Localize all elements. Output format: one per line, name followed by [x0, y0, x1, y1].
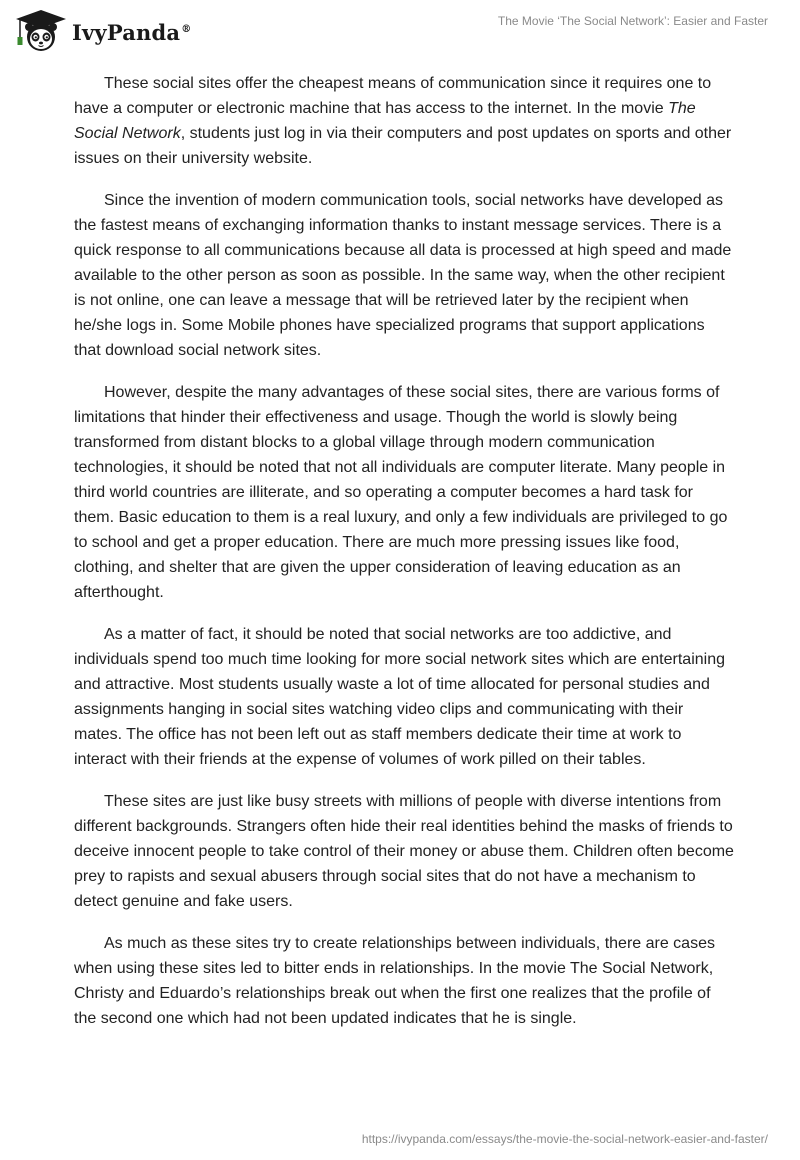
movie-title-italic: The Social Network — [74, 100, 696, 142]
paragraph-5: These sites are just like busy streets with millions of people with diverse intentions from different backgrounds. Strangers often hide their real identities behind the masks of friends to deceive innocent people to take control of their money or abuse them. Children often become prey to rapists and sexual abusers through social sites that do not have a mechanism to detect genuine and fake users. — [74, 793, 734, 910]
paragraph-4: As a matter of fact, it should be noted that social networks are too addictive, and individuals spend too much time looking for more social network sites which are entertaining and attractive. Most students usually waste a lot of time allocated for personal studies and assignments hanging in social sites watching video clips and communicating with their mates. The office has not been left out as staff members dedicate their time at work to interact with their friends at the expense of volumes of work pilled on their tables. — [74, 626, 725, 768]
paragraph-3: However, despite the many advantages of these social sites, there are various forms of limitations that hinder their effectiveness and usage. Though the world is slowly being transformed from distant blocks to a global village through modern communication technologies, it should be noted that not all individuals are computer literate. Many people in third world countries are illiterate, and so operating a computer becomes a hard task for them. Basic education to them is a real luxury, and only a few individuals are privileged to go to school and get a proper education. There are much more pressing issues like food, clothing, and shelter that are given the upper consideration of leaving education as an afterthought. — [74, 384, 728, 601]
paragraph-6: As much as these sites try to create relationships between individuals, there are cases when using these sites led to bitter ends in relationships. In the movie The Social Network, Christy and Eduardo’s relationships break out when the first one realizes that the profile of the second one which had not been updated indicates that he is single. — [74, 935, 715, 1027]
brand-logo[interactable] — [14, 8, 191, 54]
document-title: The Movie ‘The Social Network’: Easier and Faster — [497, 14, 768, 28]
essay-body — [74, 71, 734, 1048]
registered-mark: ® — [181, 23, 192, 35]
paragraph-2: Since the invention of modern communication tools, social networks have developed as the fastest means of exchanging information thanks to instant message services. There is a quick response to all communications because all data is processed at high speed and made available to the other person as soon as possible. In the same way, when the other recipient is not online, one can leave a message that will be retrieved later by the recipient when he/she logs in. Some Mobile phones have specialized programs that support applications that download social network sites. — [74, 192, 732, 359]
page-header — [0, 0, 800, 62]
panda-graduation-cap-icon — [14, 8, 68, 54]
paragraph-1: These social sites offer the cheapest means of communication since it requires one to have a computer or electronic machine that has access to the internet. In the movie The Social Network, students just log in via their computers and post updates on sports and other issues on their university website. — [74, 75, 732, 167]
source-url[interactable]: https://ivypanda.com/essays/the-movie-the-social-network-easier-and-faster/ — [361, 1132, 768, 1146]
brand-name: IvyPanda® — [72, 19, 192, 45]
